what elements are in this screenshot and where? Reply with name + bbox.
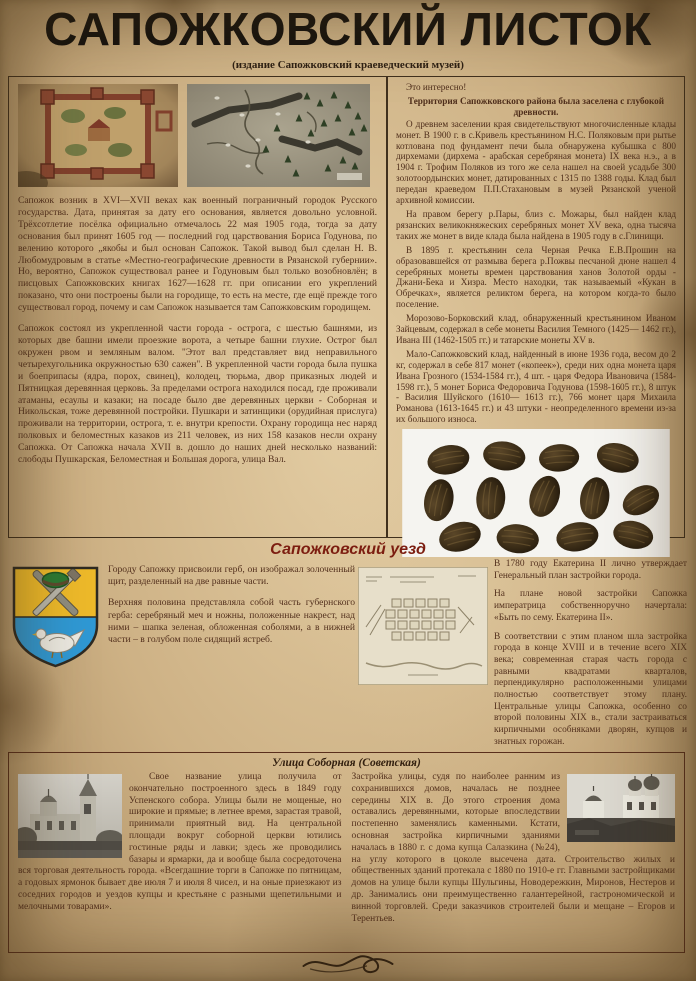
street-right-text: Застройка улицы, судя по наиболее ранним из сохранившихся домов, началась не позднее середины XIX в. До этого строения дома оставались деревянными, которые впоследствии постепенно заменялись каменными. Кстати, основная застройка кирпичными зданиями началась в 1880 г. с дома купца Салазкина (№24), на углу которого в цоколе высечена дата. Строительство жилых и общественных зданий протекала с 1880 по 1910-е гг. Главными застройщиками домов на улице были купцы Шульгины, Новодережкин, Миронов, Нестеров и др. Занимались они преимущественно галантерейной, гастрономической и винной торговлей. Среди заказчиков строителей были и мещане – Егоров и Терентьев.	[351, 772, 675, 924]
history-right-paragraph: На правом берегу р.Пары, близ с. Можары, был найден клад рязанских великокняжеских серебряных монет XV века, одна тысяча таких же монет в виде клада была найдена в 1905 году в с.Глинищи.	[396, 208, 676, 241]
uezd-right-paragraph: В соответствии с этим планом шла застройка города в конце XVIII и в течение всего XIX века; современная старая часть города с равными квадратами кварталов, перпендикулярно расположенными улицами полностью соответствует этому плану. Центральные улицы Сапожка, особенно со второй половины XIX в., стали застраиваться кирпичными особняками дворян, купцов и знатных горожан.	[494, 631, 687, 747]
history-right-paragraph: Мало-Сапожковский клад, найденный в июне 1936 года, весом до 2 кг, содержал в себе 817 монет («копеек»), среди них одна монета царя Ивана Грозного (1534-1584 гг.), 4 шт. - царя Федора Ивановича (1584-1598 гг.), 5 монет Бориса Федоровича Годунова (1598-1605 гг.), 8 штук - Василия Шуйского (1610— 1613 гг.), 766 монет царя Михаила Романова (1613-1645 гг.) и 43 штуки - неопределенного времени из-за их большого износа.	[396, 348, 676, 425]
history-right-column	[388, 77, 684, 537]
relief-map-photo	[187, 84, 370, 187]
history-section	[8, 76, 685, 538]
history-left-column	[9, 77, 386, 537]
interesting-lead: Это интересно!	[406, 82, 467, 92]
history-right-paragraph: В 1895 г. крестьянин села Черная Речка Е.В.Прошин на образовавшейся от размыва берега р.Пожвы песчаной дюне нашел 4 серебряных монеты времен царствования ханов Золотой орды - Джани-Бека и Хизра. Место находки, так называемый «Кукан в Обречках», является реликтом берега, на котором когда-то было поселение.	[396, 244, 676, 310]
history-left-paragraph: Сапожок возник в XVI—XVII веках как военный пограничный городок Русского государства. Дата, принятая за дату его основания, является довольно условной. Трёхсотлетие посёлка официально отмечалось 22 мая 1905 года, тогда за дату основания был принят 1605 год — последний год царствования Бориса Годунова, по велению которого „якобы и был основан Сапожок. Такой вывод был сделан Н. В. Любомудровым в статье «Местно-географические древности в Рязанской губернии». Но, вероятно, Сапожок существовал ранее и Годуновым был только возобновлён; в писцовых Сапожковских книгах 1627—1628 гг. при описании его укреплений показано, что они построены были на городище, то есть на месте, где ещё прежде того существовал город, почему и сам Сапожок называется там Сапожковским городищем.	[18, 195, 377, 314]
church-photo-left	[18, 774, 122, 858]
uezd-heading: Сапожковский уезд	[270, 541, 426, 558]
street-heading: Улица Соборная (Советская)	[272, 757, 421, 769]
uezd-right-text	[494, 559, 687, 756]
history-left-paragraph: Сапожок состоял из укрепленной части города - острога, с шестью башнями, из которых две башни имели проезжие ворота, а четыре башни глухие. Острог был окружен рвом и земляным валом. "Этот вал представляет вид неправильного четырехугольника окружностью 630 сажен". В укрепленной части города была пушка и боеприпасы (ядра, порох, свинец), колодец, тюрьма, двор приказных людей и Пятницкая деревянная церковь. За пределами острога находился посад, где проживали атаманы, есаулы и казаки; на посаде было две деревянных церкви - Соборная и Никольская, тоже деревянной постройки. Пушкари и затинщики (орудийная прислуга) проживали на территории, острога, т. е. внутри крепости. Охрану городища нес наряд полковых и беломестных казаков из 211 человек, из них 158 казаков несли охрану Сапожка. От Сапожка начала XVII в. дошло до наших дней несколько названий: слободы Пушкарская, Беломестная и Большая дорога, улица Вал.	[18, 323, 377, 466]
history-right-paragraph: Морозово-Борковский клад, обнаруженный крестьянином Иваном Зайцевым, содержал в себе монеты Василия Темного (1425— 1462 гг.), Ивана III (1462-1505 гг.) и татарские монеты XV в.	[396, 313, 676, 345]
page-title: САПОЖКОВСКИЙ ЛИСТОК	[44, 3, 652, 55]
history-right-paragraph: О древнем заселении края свидетельствуют многочисленные клады монет. В 1900 г. в с.Кривель крестьянином Н.С. Поляковым при рытье котлована под фундамент печи была обнаружена кубышка с 800 дирхемами (дирхема - арабская серебряная монета) IX века н.э., а в 1904 г. Трофим Поляков из того же села нашел на своей усадьбе 300 золотоордынских монет, датированных с 1315 по 1388 годы. Клад был передан краеведом П.П.Стахановым в музей Рязанской ученой архивной комиссии.	[396, 118, 676, 206]
uezd-left-paragraph: Верхняя половина представляла собой часть губернского герба: серебряный меч и ножны, положенные накрест, над ними – шапка зеленая, обложенная соболями, а в нижней части – в голубом поле сидящий ястреб.	[108, 597, 355, 646]
uezd-right-paragraph: На плане новой застройки Сапожка императрица собственноручно начертала: «Быть по сему. Екатерина II».	[494, 589, 687, 623]
church-photo-right	[567, 774, 675, 842]
coins-photo	[398, 429, 674, 557]
street-right-column	[352, 772, 676, 925]
fortress-plan-photo	[18, 84, 178, 187]
uezd-right-paragraph: В 1780 году Екатерина II лично утверждает Генеральный план застройки города.	[494, 559, 687, 581]
flourish-ornament-icon	[301, 951, 396, 977]
uezd-left-text	[108, 564, 355, 655]
street-left-text: Свое название улица получила от окончательно построенного здесь в 1849 году Успенского собора. Улицы были не мощеные, но широкие и прямые; в летнее время, зарастая травой, принимали приятный вид. На центральной площади вокруг соборной церкви ютились гостиные ряды и лавки; здесь же проводились базары и ярмарки, да и вообще была сосредоточена вся торговая деятельность города. «Всегдашние торги в Сапожке по пятницам, а годовых ярмонок бывает две июля 7 и июля 8 чисел, и на оные приезжают из соседних городов и уездов купцы и крестьяне с разными щепетильными и мелочными товарами».	[18, 772, 342, 912]
city-plan-map	[358, 567, 488, 685]
page-subtitle: (издание Сапожковский краеведческий музей)	[232, 59, 464, 71]
street-left-column	[18, 772, 342, 925]
street-columns	[18, 772, 675, 925]
uezd-left-paragraph: Городу Сапожку присвоили герб, он изображал золоченный щит, разделенный на две равные части.	[108, 564, 355, 588]
street-section	[8, 752, 685, 953]
right-column-heading: Территория Сапожковского района была заселена с глубокой древности.	[407, 95, 665, 117]
history-photo-row	[18, 84, 377, 187]
coat-of-arms	[9, 565, 102, 669]
